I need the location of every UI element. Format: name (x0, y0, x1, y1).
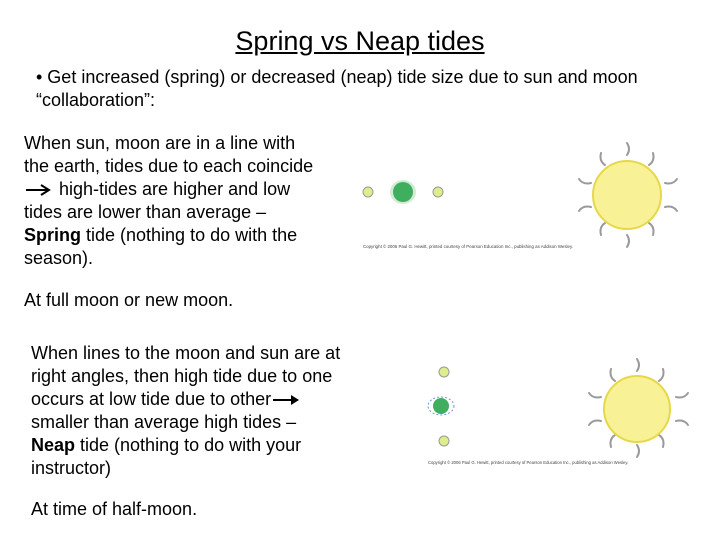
neap-tide-figure (420, 355, 710, 470)
right-arrow-icon (24, 183, 54, 197)
neap-description (31, 342, 341, 480)
spring-text-2: high-tides are higher and low tides are lower than average – (24, 179, 291, 222)
moon-top-icon (439, 367, 449, 377)
neap-term: Neap (31, 435, 76, 455)
spring-figure-credit: Copyright © 2006 Paul G. Hewitt, printed courtesy of Pearson Education Inc., publishing as Addison Wesley. (363, 244, 574, 249)
spring-description (24, 132, 324, 270)
moon-bottom-icon (439, 436, 449, 446)
neap-example: At time of half-moon. (31, 499, 198, 519)
spring-term: Spring (24, 225, 81, 245)
spring-text-1: When sun, moon are in a line with the earth, tides due to each coincide (24, 133, 314, 176)
neap-text-2: smaller than average high tides – (31, 412, 297, 432)
slide-title: Spring vs Neap tides (235, 26, 485, 56)
spring-text-3: tide (nothing to do with the season). (24, 225, 298, 268)
spring-example: At full moon or new moon. (24, 290, 234, 310)
earth-icon (428, 397, 454, 415)
neap-figure-credit: Copyright © 2006 Paul G. Hewitt, printed courtesy of Pearson Education Inc., publishing as Addison Wesley. (428, 460, 629, 465)
moon-left-icon (363, 187, 373, 197)
intro-bullet: • Get increased (spring) or decreased (neap) tide size due to sun and moon “collaboration”: (36, 67, 638, 110)
sun-icon (589, 359, 688, 457)
sun-icon (579, 143, 677, 247)
spring-tide-figure (355, 135, 700, 260)
right-arrow-icon (271, 393, 301, 407)
earth-icon (390, 180, 416, 204)
neap-text-3: tide (nothing to do with your instructor) (31, 435, 302, 478)
neap-text-1: When lines to the moon and sun are at right angles, then high tide due to one occurs at low tide due to other (31, 343, 341, 409)
moon-right-icon (433, 187, 443, 197)
